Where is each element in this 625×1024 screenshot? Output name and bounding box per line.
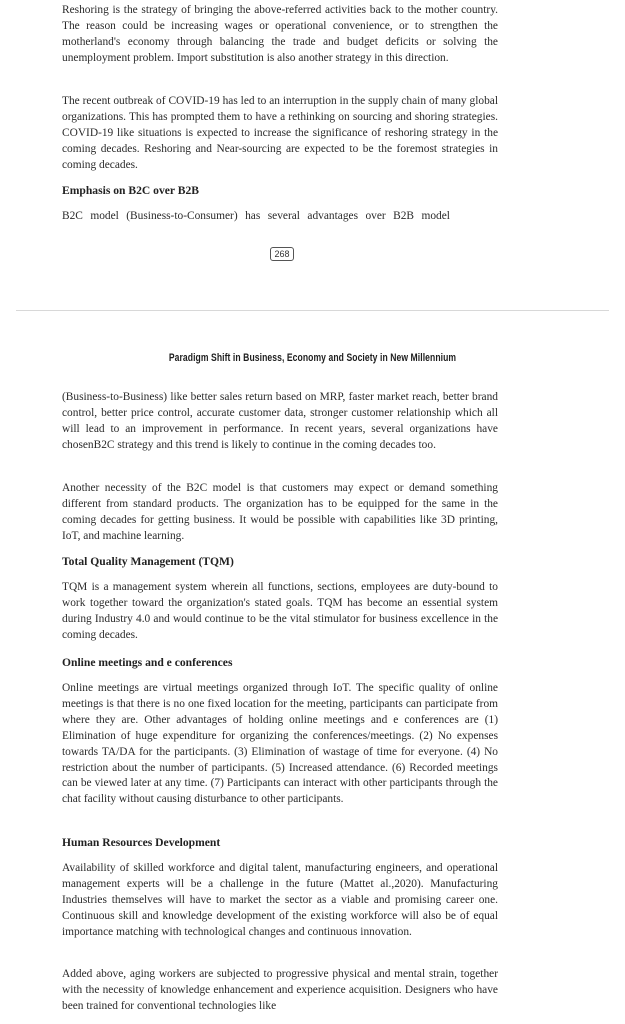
paragraph-b2c-necessity: Another necessity of the B2C model is that customers may expect or demand something different from standard products. The organization has to be equipped for the same in the coming decades for getting business. It would be possible with capabilities like 3D printing, IoT, and machine learning. <box>62 482 498 542</box>
paragraph-aging-workers: Added above, aging workers are subjected to progressive physical and mental strain, together with the necessity of knowledge enhancement and experience acquisition. Designers who have been trained for conventional technologies like <box>62 968 498 1012</box>
heading-b2c-over-b2b: Emphasis on B2C over B2B <box>62 184 200 197</box>
paragraph-b2c-start: B2C model (Business-to-Consumer) has several advantages over B2B model <box>62 210 450 222</box>
paragraph-online-meetings: Online meetings are virtual meetings organized through IoT. The specific quality of online meetings is that there is no one fixed location for the meeting, participants can participate from where they are. Other advantages of holding online meetings and e conferences are (1) Elimination of huge expenditure for organizing the conferences/meetings. (2) No expenses towards TA/DA for the participants. (3) Elimination of wastage of time for everyone. (4) No restriction about the number of participants. (5) Increased attendance. (6) Recorded meetings can be viewed later at any time. (7) Participants can interact with other participants through the chat facility without causing disturbance to other participants. <box>62 682 498 806</box>
paragraph-b2b-continued: (Business-to-Business) like better sales return based on MRP, faster market reach, better brand control, better price control, accurate customer data, stronger customer relationship which all will lead to an improvement in performance. In recent years, several organizations have chosenB2C strategy and this trend is likely to continue in the coming decades too. <box>62 391 498 451</box>
running-header: Paradigm Shift in Business, Economy and Society in New Millennium <box>168 352 457 364</box>
page-number: 268 <box>270 247 294 261</box>
paragraph-human-resources: Availability of skilled workforce and digital talent, manufacturing engineers, and operational management experts will be a challenge in the future (Mattet al.,2020). Manufacturing Industries themselves will have to market the sector as a viable and promising career one. Continuous skill and knowledge development of the existing workforce will also be of equal importance matching with technological changes and continuous innovation. <box>62 862 498 938</box>
paragraph-tqm: TQM is a management system wherein all functions, sections, employees are duty-bound to work together toward the organization's stated goals. TQM has become an essential system during Industry 4.0 and would continue to be the vital stimulator for business excellence in the coming decades. <box>62 581 498 641</box>
paragraph-covid: The recent outbreak of COVID-19 has led to an interruption in the supply chain of many global organizations. This has prompted them to have a rethinking on sourcing and shoring strategies. COVID-19 like situations is expected to increase the significance of reshoring strategy in the coming decades. Reshoring and Near-sourcing are expected to be the foremost strategies in coming decades. <box>62 95 498 171</box>
heading-tqm: Total Quality Management (TQM) <box>62 555 234 568</box>
heading-human-resources: Human Resources Development <box>62 836 221 849</box>
paragraph-reshoring: Reshoring is the strategy of bringing the above-referred activities back to the mother country. The reason could be increasing wages or operational convenience, or to strengthen the motherland's economy through balancing the trade and budget deficits or solving the unemployment problem. Import substitution is also another strategy in this direction. <box>62 4 498 64</box>
heading-online-meetings: Online meetings and e conferences <box>62 656 233 669</box>
page-divider <box>16 310 609 311</box>
